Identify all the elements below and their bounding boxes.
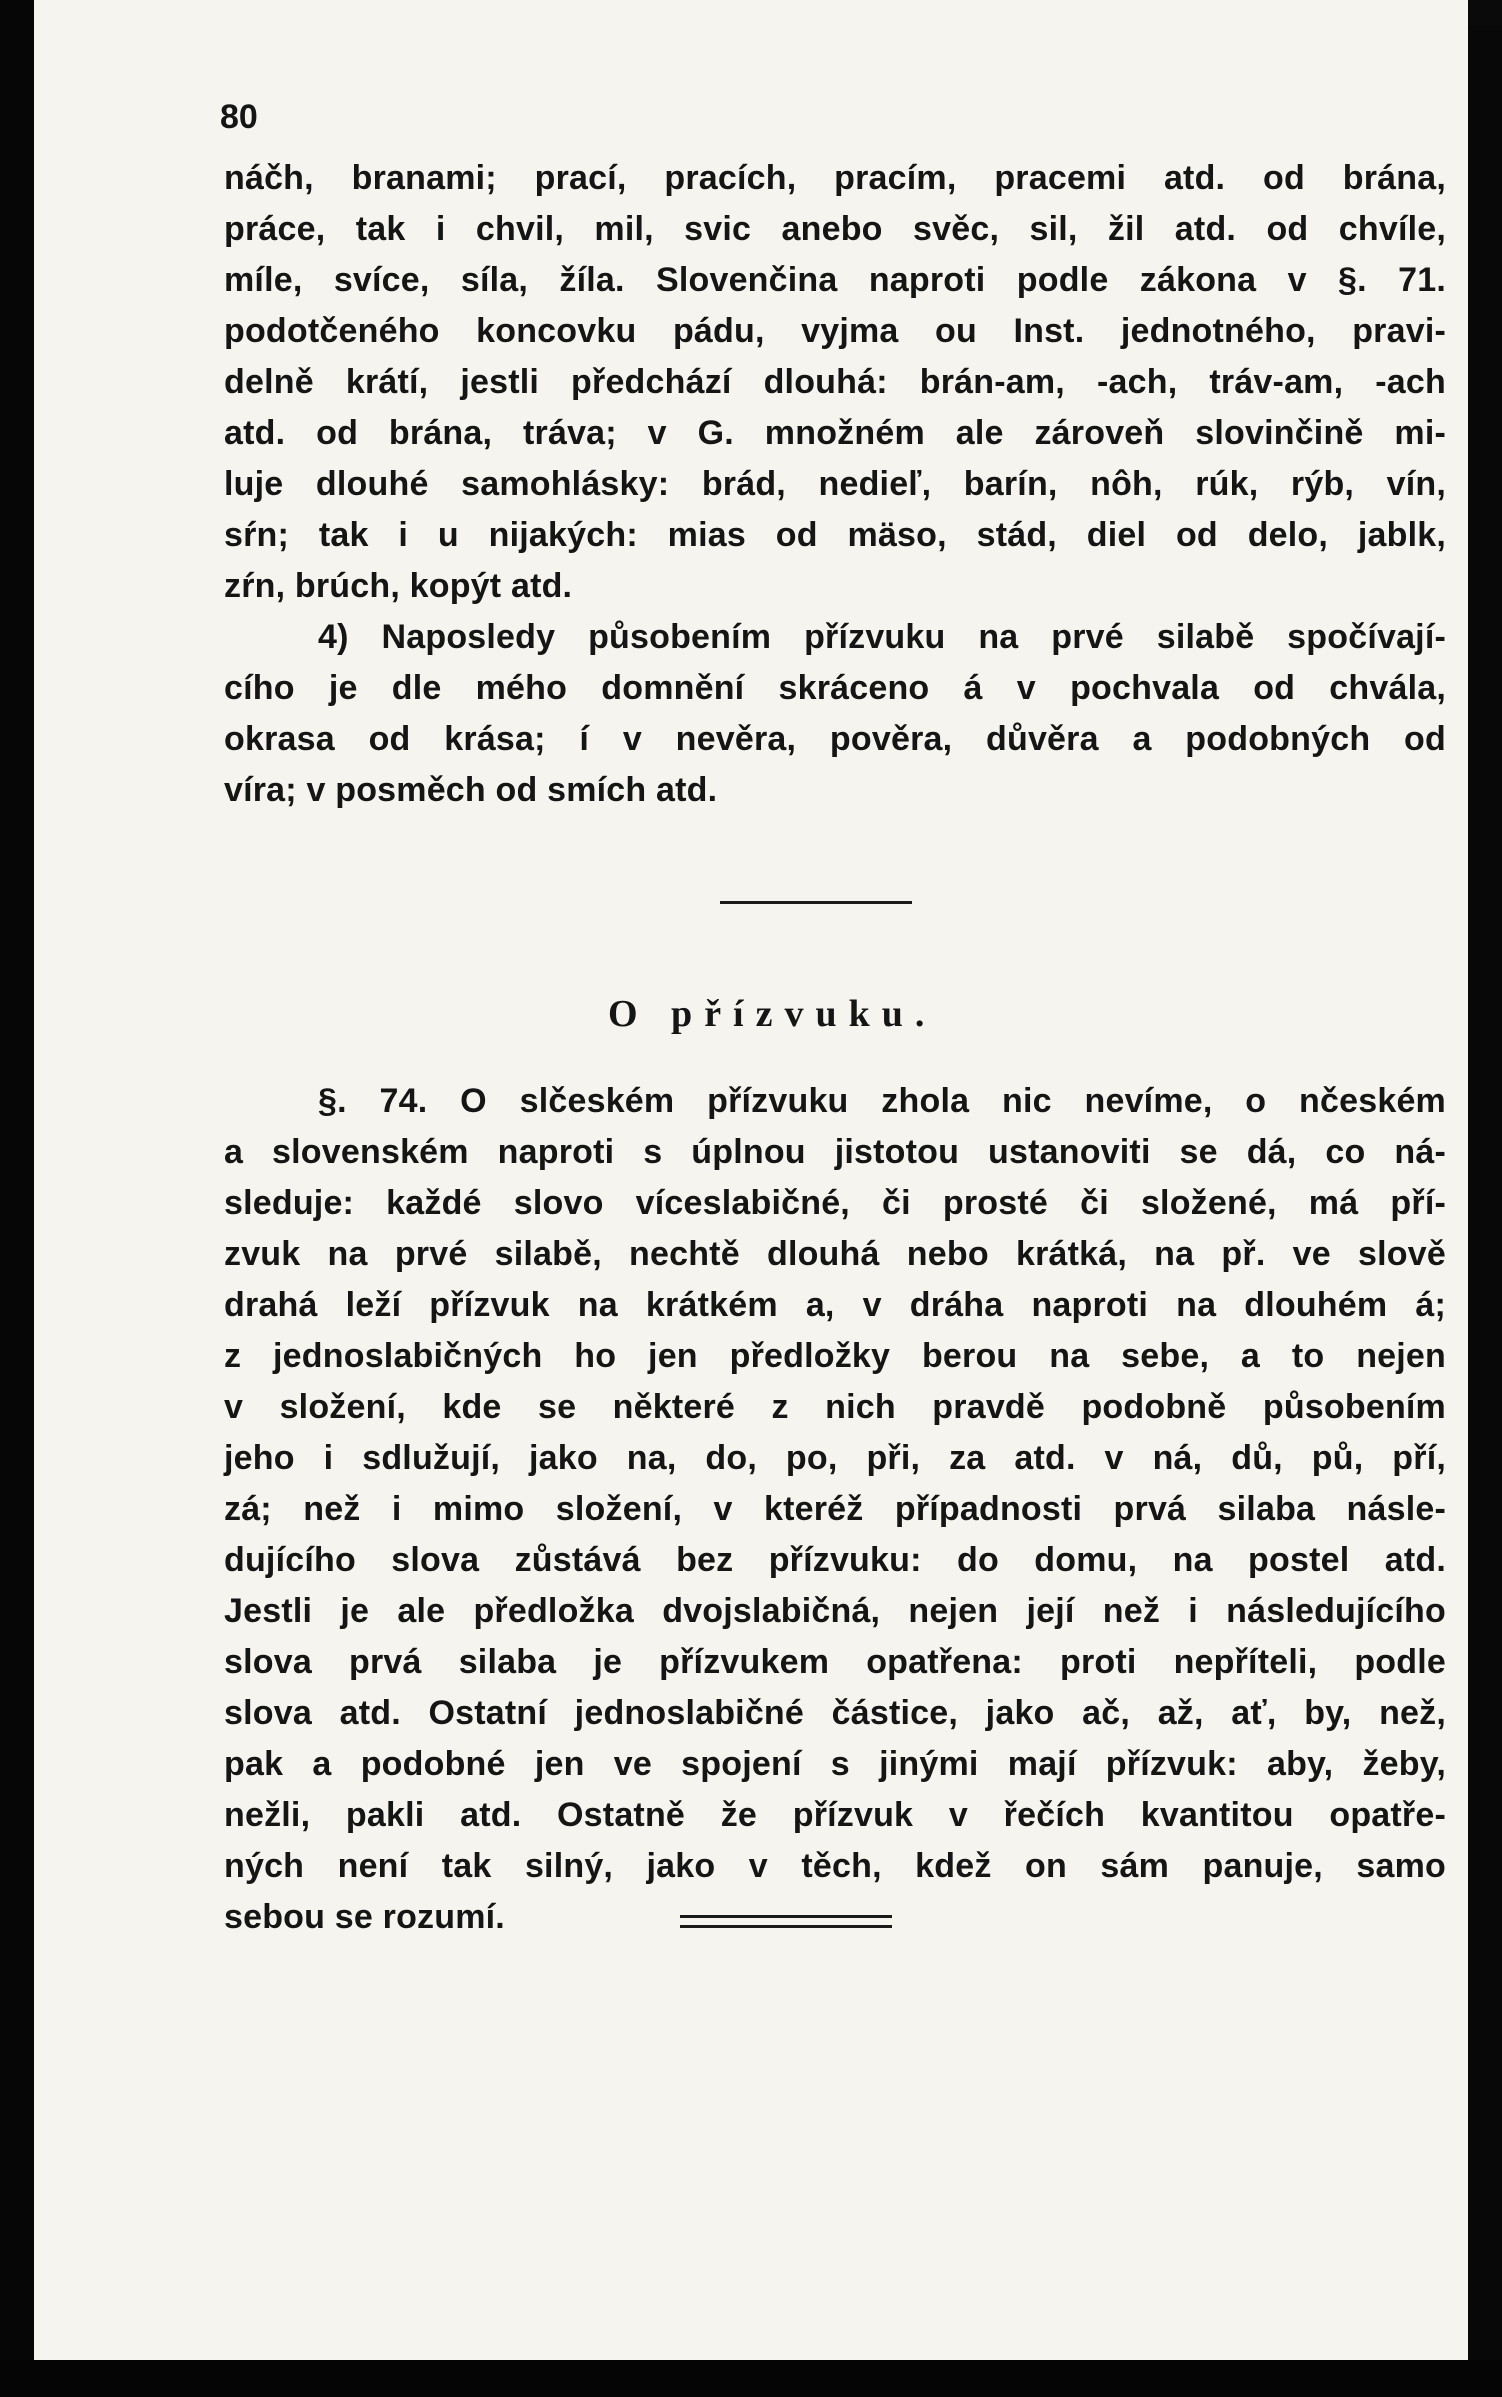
text-line: zvuk na prvé silabě, nechtě dlouhá nebo krátká, na př. ve slově [224, 1235, 1446, 1273]
text-line: cího je dle mého domnění skráceno á v pochvala od chvála, [224, 669, 1446, 707]
section-divider [720, 901, 912, 904]
text-line: náčh, branami; prací, pracích, pracím, pracemi atd. od brána, [224, 159, 1446, 197]
text-line: ných není tak silný, jako v těch, kdež on sám panuje, samo [224, 1847, 1446, 1885]
text-line: Jestli je ale předložka dvojslabičná, nejen její než i následujícího [224, 1592, 1446, 1630]
text-line: okrasa od krása; í v nevěra, pověra, důvěra a podobných od [224, 720, 1446, 758]
paragraph-point-4 [224, 612, 1446, 816]
book-page [34, 0, 1468, 2360]
text-line: jeho i sdlužují, jako na, do, po, při, za atd. v ná, dů, pů, pří, [224, 1439, 1446, 1477]
text-line: víra; v posměch od smích atd. [224, 771, 718, 809]
text-line: 4) Naposledy působením přízvuku na prvé silabě spočívají- [318, 618, 1446, 656]
text-line: nežli, pakli atd. Ostatně že přízvuk v řečích kvantitou opatře- [224, 1796, 1446, 1834]
text-line: drahá leží přízvuk na krátkém a, v dráha naproti na dlouhém á; [224, 1286, 1446, 1324]
text-line: z jednoslabičných ho jen předložky berou na sebe, a to nejen [224, 1337, 1446, 1375]
text-line: slova atd. Ostatní jednoslabičné částice, jako ač, až, ať, by, než, [224, 1694, 1446, 1732]
page-number: 80 [220, 98, 258, 136]
text-line: §. 74. O slčeském přízvuku zhola nic nevíme, o nčeském [318, 1082, 1446, 1120]
text-line: míle, svíce, síla, žíla. Slovenčina naproti podle zákona v §. 71. [224, 261, 1446, 299]
text-line: atd. od brána, tráva; v G. množném ale zároveň slovinčině mi- [224, 414, 1446, 452]
section-heading: O přízvuku. [608, 993, 937, 1035]
scan-border-right [1468, 0, 1502, 2397]
text-line: sleduje: každé slovo víceslabičné, či prosté či složené, má pří- [224, 1184, 1446, 1222]
text-line: pak a podobné jen ve spojení s jinými mají přízvuk: aby, žeby, [224, 1745, 1446, 1783]
text-line: zá; než i mimo složení, v kteréž případnosti prvá silaba násle- [224, 1490, 1446, 1528]
text-line: práce, tak i chvil, mil, svic anebo svěc, sil, žil atd. od chvíle, [224, 210, 1446, 248]
end-divider-top [680, 1915, 892, 1918]
text-line: sebou se rozumí. [224, 1898, 505, 1936]
text-line: zŕn, brúch, kopýt atd. [224, 567, 573, 605]
end-divider-bottom [680, 1925, 892, 1928]
paragraph-continuation [224, 153, 1446, 612]
text-line: v složení, kde se některé z nich pravdě podobně působením [224, 1388, 1446, 1426]
text-line: delně krátí, jestli předchází dlouhá: brán-am, -ach, tráv-am, -ach [224, 363, 1446, 401]
text-line: sŕn; tak i u nijakých: mias od mäso, stád, diel od delo, jablk, [224, 516, 1446, 554]
scan-border-left [0, 0, 34, 2397]
scan-border-bottom [0, 2360, 1502, 2397]
text-line: dujícího slova zůstává bez přízvuku: do domu, na postel atd. [224, 1541, 1446, 1579]
text-line: luje dlouhé samohlásky: brád, nedieľ, barín, nôh, rúk, rýb, vín, [224, 465, 1446, 503]
paragraph-section-74 [224, 1076, 1446, 1943]
text-line: podotčeného koncovku pádu, vyjma ou Inst. jednotného, pravi- [224, 312, 1446, 350]
text-line: slova prvá silaba je přízvukem opatřena: proti nepříteli, podle [224, 1643, 1446, 1681]
text-line: a slovenském naproti s úplnou jistotou ustanoviti se dá, co ná- [224, 1133, 1446, 1171]
